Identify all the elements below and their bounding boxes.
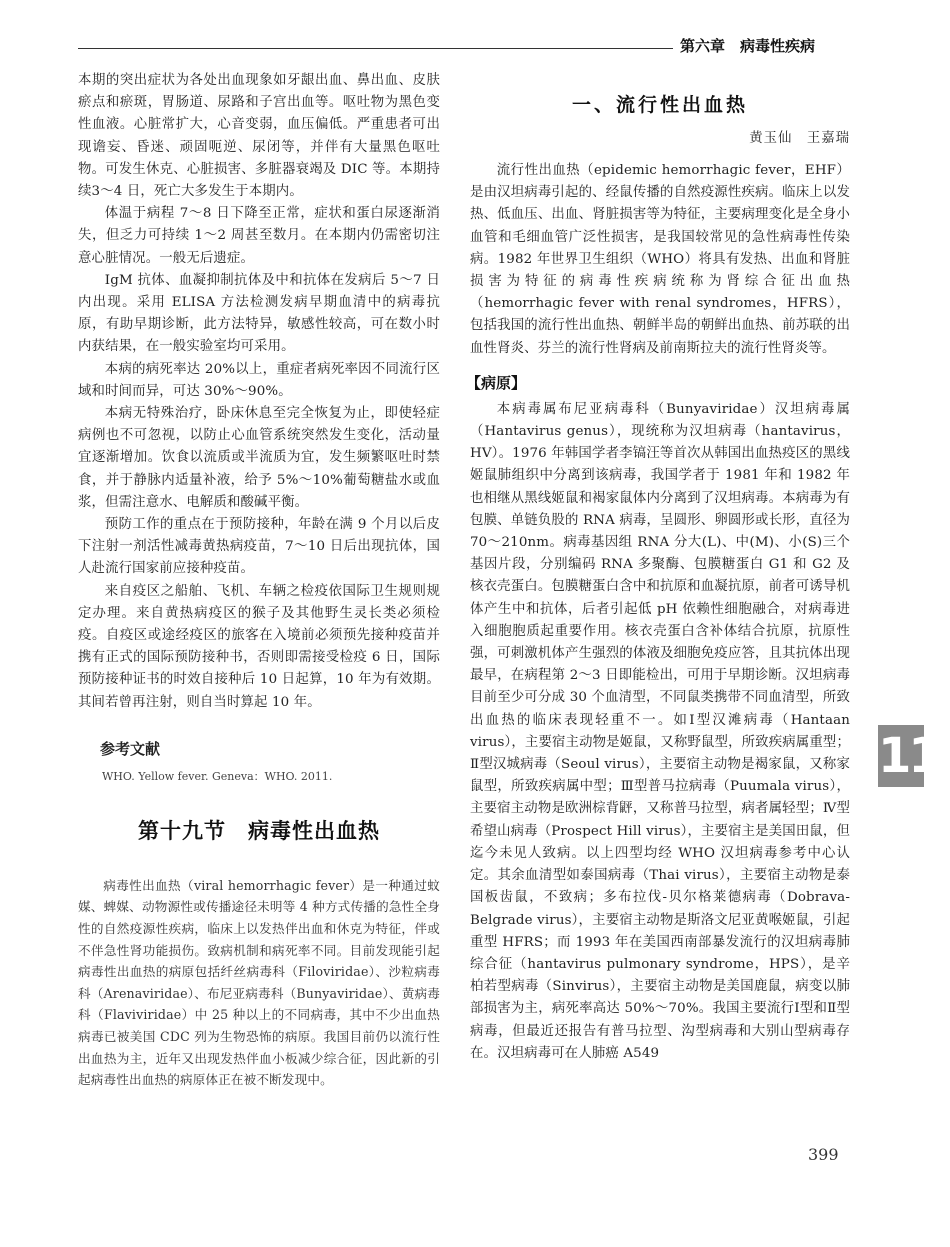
chapter-header-title: 第六章 病毒性疾病 [680, 37, 816, 55]
section-title: 第十九节 病毒性出血热 [138, 817, 380, 843]
section-intro-paragraph: 病毒性出血热（viral hemorrhagic fever）是一种通过蚊媒、蜱媒、动物源性或传播途径未明等 4 种方式传播的急性全身性的自然疫源性疾病，临床上以发热伴出血和休克为特征，伴或不伴急性肾功能损伤。致病机制和病死率不同。目前发现能引起病毒性出血热的病原包括纤丝病毒科（Filoviridae）、沙粒病毒科（Arenaviridae）、布尼亚病毒科（Bunyaviridae）、黄病毒科（Flaviviridae）中 25 种以上的不同病毒，其中不少出血热病毒已被美国 CDC 列为生物恐怖的病原。我国目前仍以流行性出血热为主，近年又出现发热伴血小板减少综合征，因此新的引起病毒性出血热的病原体正在被不断发现中。 [78, 877, 440, 1088]
right-column [466, 90, 850, 1065]
body-paragraph: 本病的病死率达 20%以上，重症者病死率因不同流行区域和时间而异，可达 30%～90%。 [78, 361, 440, 399]
pathogen-paragraph: 本病毒属布尼亚病毒科（Bunyaviridae）汉坦病毒属（Hantavirus genus），现统称为汉坦病毒（hantavirus，HV）。1976 年韩国学者李镐汪等首次从韩国出血热疫区的黑线姬鼠肺组织中分离到该病毒，我国学者于 1981 年和 1982 年也相继从黑线姬鼠和褐家鼠体内分离到了汉坦病毒。本病毒为有包膜、单链负股的 RNA 病毒，呈圆形、卵圆形或长形，直径为 70～210nm。病毒基因组 RNA 分大(L)、中(M)、小(S)三个基因片段，分别编码 RNA 多聚酶、包膜糖蛋白 G1 和 G2 及核衣壳蛋白。包膜糖蛋白含中和抗原和血凝抗原，前者可诱导机体产生中和抗体，后者引起低 pH 依赖性细胞融合，对病毒进入细胞胞质起重要作用。核衣壳蛋白含补体结合抗原，抗原性强，可刺激机体产生强烈的体液及细胞免疫应答，且其抗体出现最早，在病程第 2～3 日即能检出，可用于早期诊断。汉坦病毒目前至少可分成 30 个血清型，不同鼠类携带不同血清型，所致出血热的临床表现轻重不一。如Ⅰ型汉滩病毒（Hantaan virus），主要宿主动物是姬鼠，又称野鼠型，所致疾病属重型；Ⅱ型汉城病毒（Seoul virus），主要宿主动物是褐家鼠，又称家鼠型，所致疾病属中型；Ⅲ型普马拉病毒（Puumala virus），主要宿主动物是欧洲棕背䶄，又称普马拉型，病者属轻型；Ⅳ型希望山病毒（Prospect Hill virus），主要宿主是美国田鼠，但迄今未见人致病。以上四型均经 WHO 汉坦病毒参考中心认定。其余血清型如泰国病毒（Thai virus），主要宿主动物是泰国板齿鼠，不致病；多布拉伐-贝尔格莱德病毒（Dobrava-Belgrade virus），主要宿主动物是斯洛文尼亚黄喉姬鼠，引起重型 HFRS；而 1993 年在美国西南部暴发流行的汉坦病毒肺综合征（hantavirus pulmonary syndrome，HPS），是辛柏若型病毒（Sinvirus），主要宿主动物是美国鹿鼠，病变以肺部损害为主，病死率高达 50%～70%。我国主要流行Ⅰ型和Ⅱ型病毒，但最近还报告有普马拉型、沟型病毒和大别山型病毒存在。汉坦病毒可在人肺癌 A549 [470, 401, 850, 1061]
article-title: 一、流行性出血热 [571, 94, 748, 116]
left-column [78, 70, 440, 1091]
references-heading: 参考文献 [100, 739, 161, 758]
chapter-thumb-tab: 11 [878, 725, 924, 787]
page-number: 399 [808, 1145, 839, 1164]
body-paragraph: 体温于病程 7～8 日下降至正常，症状和蛋白尿逐渐消失，但乏力可持续 1～2 周甚至数月。在本期内仍需密切注意心脏情况。一般无后遗症。 [78, 206, 440, 266]
article-authors: 黄玉仙 王嘉瑞 [749, 131, 850, 146]
reference-item: WHO. Yellow fever. Geneva：WHO. 2011. [102, 769, 333, 783]
body-paragraph: IgM 抗体、血凝抑制抗体及中和抗体在发病后 5～7 日内出现。采用 ELISA 方法检测发病早期血清中的病毒抗原，有助早期诊断，此方法特异，敏感性较高，可在数小时内获结果，在一般实验室均可采用。 [78, 272, 440, 355]
header-rule [78, 48, 673, 49]
body-paragraph: 来自疫区之船舶、飞机、车辆之检疫依国际卫生规则规定办理。来自黄热病疫区的猴子及其他野生灵长类必须检疫。自疫区或途经疫区的旅客在入境前必须预先接种疫苗并携有正式的国际预防接种书，否则即需接受检疫 6 日，国际预防接种证书的时效自接种后 10 日起算，10 年为有效期。其间若曾再注射，则自当时算起 10 年。 [78, 583, 440, 710]
pathogen-subheading: 【病原】 [466, 373, 527, 392]
body-paragraph: 本期的突出症状为各处出血现象如牙龈出血、鼻出血、皮肤瘀点和瘀斑，胃肠道、尿路和子宫出血等。呕吐物为黑色变性血液。心脏常扩大，心音变弱，血压偏低。严重患者可出现谵妄、昏迷、顽固呃逆、尿闭等，并伴有大量黑色呕吐物。可发生休克、心脏损害、多脏器衰竭及 DIC 等。本期持续3～4 日，死亡大多发生于本期内。 [78, 73, 440, 200]
article-intro-paragraph: 流行性出血热（epidemic hemorrhagic fever，EHF）是由汉坦病毒引起的、经鼠传播的自然疫源性疾病。临床上以发热、低血压、出血、肾脏损害等为特征，主要病理变化是全身小血管和毛细血管广泛性损害，是我国较常见的急性病毒性传染病。1982 年世界卫生组织（WHO）将具有发热、出血和肾脏损害为特征的病毒性疾病统称为肾综合征出血热（hemorrhagic fever with renal syndromes，HFRS），包括我国的流行性出血热、朝鲜半岛的朝鲜出血热、前苏联的出血性肾炎、芬兰的流行性肾病及前南斯拉夫的流行性肾炎等。 [470, 163, 850, 356]
body-paragraph: 预防工作的重点在于预防接种，年龄在满 9 个月以后皮下注射一剂活性减毒黄热病疫苗，7～10 日后出现抗体，国人赴流行国家前应接种疫苗。 [78, 517, 440, 577]
body-paragraph: 本病无特殊治疗，卧床休息至完全恢复为止，即使轻症病例也不可忽视，以防止心血管系统突然发生变化，活动量宜逐渐增加。饮食以流质或半流质为宜，发生频繁呕吐时禁食，并于静脉内适量补液，给予 5%～10%葡萄糖盐水或血浆，但需注意水、电解质和酸碱平衡。 [78, 406, 440, 510]
